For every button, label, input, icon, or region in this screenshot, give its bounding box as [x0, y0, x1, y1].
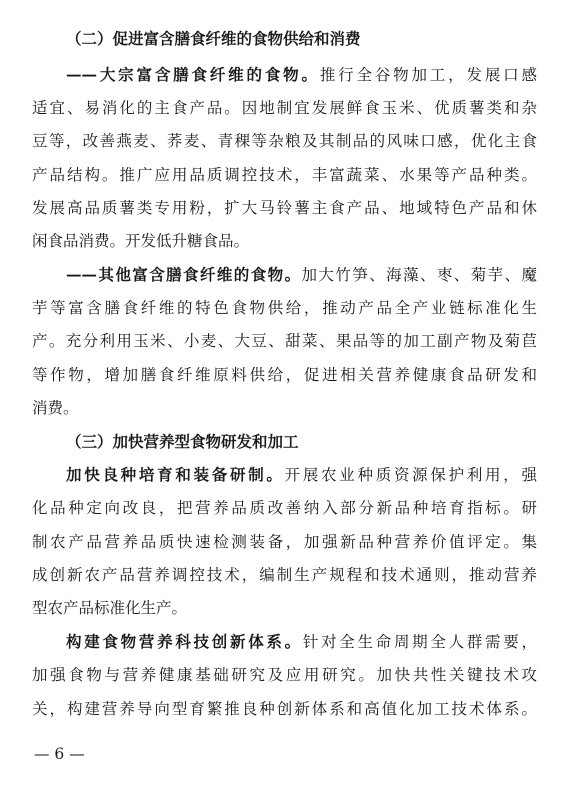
- section-heading-3: （三）加快营养型食物研发和加工: [66, 432, 299, 451]
- paragraph-line: 豆等，改善燕麦、荞麦、青稞等杂粮及其制品的风味口感，优化主食: [32, 132, 537, 150]
- paragraph-lead: ——大宗富含膳食纤维的食物。: [66, 65, 320, 84]
- paragraph-line: 发展高品质薯类专用粉，扩大马铃薯主食产品、地域特色产品和休: [32, 199, 537, 217]
- paragraph-text: 针对全生命周期全人群需要，: [302, 633, 537, 651]
- paragraph-line: 加强食物与营养健康基础研究及应用研究。加快共性关键技术攻: [32, 666, 537, 684]
- paragraph-line: 等作物，增加膳食纤维原料供给，促进相关营养健康食品研发和: [32, 366, 537, 384]
- paragraph-lead: ——其他富含膳食纤维的食物。: [66, 265, 302, 284]
- paragraph-line: [66, 632, 537, 652]
- paragraph-text: 加大竹笋、海藻、枣、菊芋、魔: [301, 266, 537, 284]
- paragraph-line: 成创新农产品营养调控技术，编制生产规程和技术通则，推动营养: [32, 566, 537, 584]
- paragraph-line: 产。充分利用玉米、小麦、大豆、甜菜、果品等的加工副产物及菊苣: [32, 332, 537, 350]
- paragraph-line: 关，构建营养导向型育繁推良种创新体系和高值化加工技术体系。: [32, 700, 537, 718]
- paragraph-text: 推行全谷物加工，发展口感: [319, 66, 537, 84]
- section-heading-2: （二）促进富含膳食纤维的食物供给和消费: [66, 29, 361, 48]
- paragraph-line: 适宜、易消化的主食产品。因地制宜发展鲜食玉米、优质薯类和杂: [32, 99, 537, 117]
- paragraph-lead: 加快良种培育和装备研制。: [66, 465, 285, 484]
- paragraph-line: 型农产品标准化生产。: [32, 599, 188, 617]
- paragraph-lead: 构建食物营养科技创新体系。: [66, 632, 303, 651]
- paragraph-line: [66, 265, 537, 285]
- paragraph-line: 化品种定向改良，把营养品质改善纳入部分新品种培育指标。研: [32, 499, 537, 517]
- paragraph-line: [66, 65, 537, 85]
- paragraph-line: [66, 465, 537, 485]
- paragraph-line: 芋等富含膳食纤维的特色食物供给，推动产品全产业链标准化生: [32, 299, 537, 317]
- paragraph-line: 消费。: [32, 399, 79, 417]
- page-number: — 6 —: [34, 745, 85, 763]
- paragraph-line: 产品结构。推广应用品质调控技术，丰富蔬菜、水果等产品种类。: [32, 166, 537, 184]
- paragraph-line: 制农产品营养品质快速检测装备，加强新品种营养价值评定。集: [32, 533, 537, 551]
- paragraph-line: 闲食品消费。开发低升糖食品。: [32, 232, 250, 250]
- paragraph-text: 开展农业种质资源保护利用，强: [284, 466, 537, 484]
